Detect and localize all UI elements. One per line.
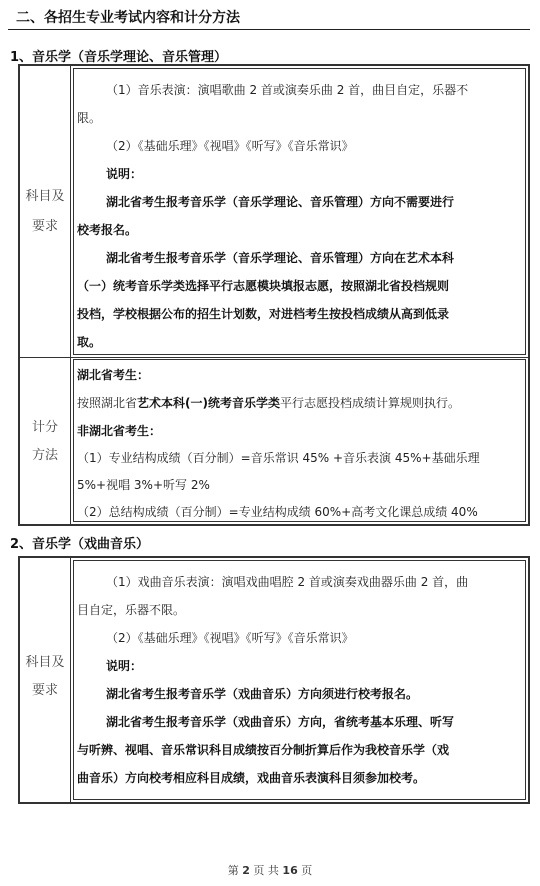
text-line: 与听辨、视唱、音乐常识科目成绩按百分制折算后作为我校音乐学（戏 [77,743,450,757]
label-line: 方法 [31,448,58,463]
text-run: 按照湖北省 [77,396,138,410]
content-cell [73,68,526,355]
text-line: （1）音乐表演：演唱歌曲 2 首或演奏乐曲 2 首，曲目自定，乐器不 [106,83,469,97]
text-line: 取。 [77,335,102,349]
text-line: 非湖北省考生： [77,424,162,438]
table-row-subjects [20,558,528,802]
text-line: （1）戏曲音乐表演：演唱戏曲唱腔 2 首或演奏戏曲器乐曲 2 首，曲 [106,575,469,589]
label-line: 科目及 [25,189,65,204]
section-heading: 二、各招生专业考试内容和计分方法 [16,10,240,26]
text-line: 投档，学校根据公布的招生计划数，对进档考生按投档成绩从高到低录 [77,307,450,321]
page-suffix: 页 [301,864,313,877]
page-total: 16 [282,864,298,877]
text-line: 限。 [77,111,102,125]
section-heading-bar [8,3,530,30]
subsection-title-2: 2、音乐学（戏曲音乐） [10,537,150,552]
text-line: 湖北省考生报考音乐学（音乐学理论、音乐管理）方向在艺术本科 [106,251,455,265]
text-run: 平行志愿投档成绩计算规则执行。 [280,396,461,410]
text-line: 湖北省考生报考音乐学（戏曲音乐）方向，省统考基本乐理、听写 [106,715,455,729]
content-cell [73,359,526,522]
page-footer [0,862,540,878]
page-mid: 页 共 [253,864,279,877]
page-prefix: 第 [227,864,239,877]
label-line: 计分 [31,420,58,435]
text-run-bold: 艺术本科(一)统考音乐学类 [137,396,280,410]
label-line: 科目及 [25,655,65,670]
text-line: 校考报名。 [77,223,138,237]
content-cell [73,560,526,800]
label-cell [20,357,71,524]
label-cell [20,558,71,802]
page-number: 2 [242,864,250,877]
label-line: 要求 [31,219,58,234]
subsection-title-1: 1、音乐学（音乐学理论、音乐管理） [10,50,228,65]
text-line [77,394,460,411]
text-line: （2）《基础乐理》《视唱》《听写》《音乐常识》 [106,139,354,153]
text-line: 5%+视唱 3%+听写 2% [77,478,210,492]
text-line: 目自定，乐器不限。 [77,603,186,617]
text-line: 湖北省考生报考音乐学（戏曲音乐）方向须进行校考报名。 [106,687,419,701]
text-line: （2）总结构成绩（百分制）=专业结构成绩 60%+高考文化课总成绩 40% [77,505,478,519]
table-opera-music [18,556,530,804]
text-line: 说明： [106,659,143,673]
label-cell [20,66,71,357]
text-line: 湖北省考生： [77,368,150,382]
text-line: （2）《基础乐理》《视唱》《听写》《音乐常识》 [106,631,354,645]
text-line: 曲音乐）方向校考相应科目成绩，戏曲音乐表演科目须参加校考。 [77,771,426,785]
label-line: 要求 [31,683,58,698]
table-music-theory [18,64,530,526]
table-row-subjects [20,66,528,358]
text-line: （1）专业结构成绩（百分制）=音乐常识 45% +音乐表演 45%+基础乐理 [77,451,480,465]
text-line: 湖北省考生报考音乐学（音乐学理论、音乐管理）方向不需要进行 [106,195,455,209]
text-line: （一）统考音乐学类选择平行志愿模块填报志愿，按照湖北省投档规则 [77,279,450,293]
table-row-scoring [20,357,528,524]
text-line: 说明： [106,167,143,181]
